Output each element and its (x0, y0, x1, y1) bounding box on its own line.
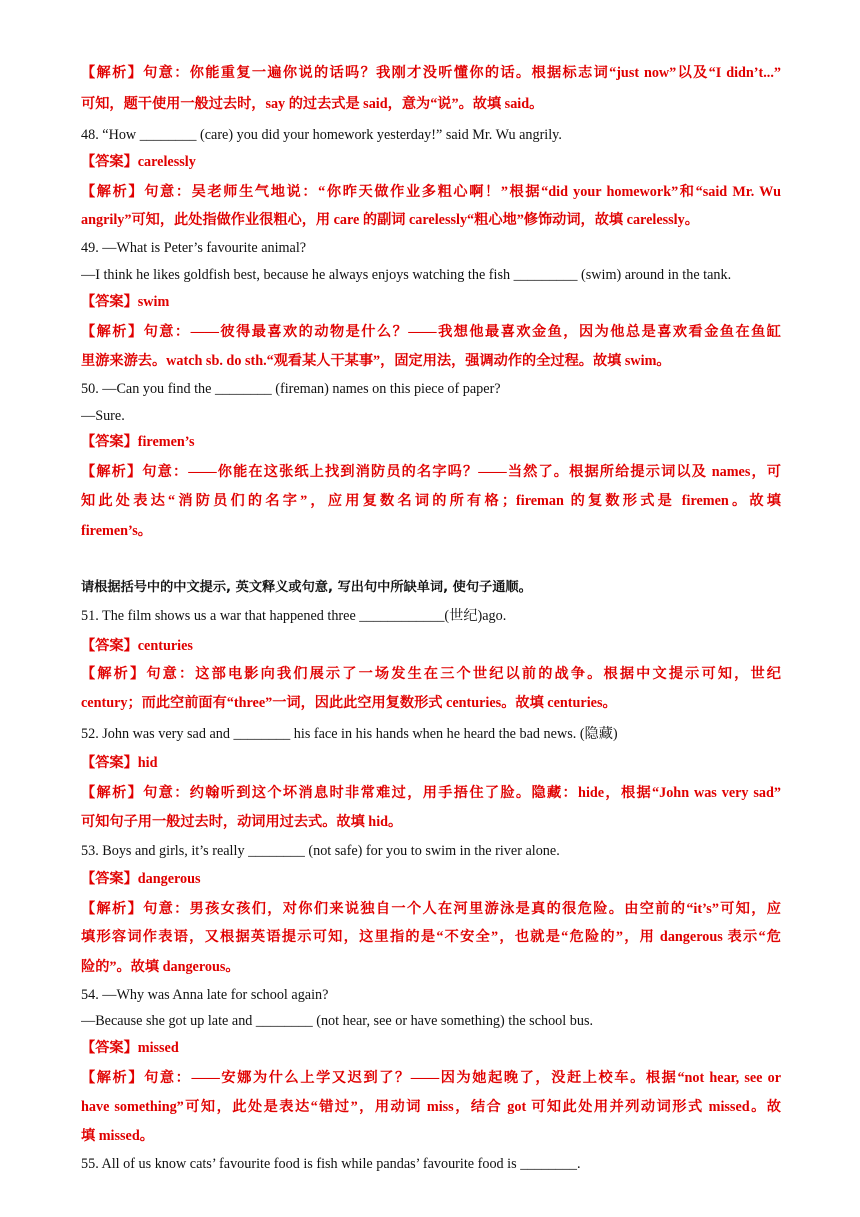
explanation-line: century；而此空前面有“three”一词，因此此空用复数形式 centuries。故填 centuries。 (81, 695, 617, 711)
explanation-line: 可知，题干使用一般过去时，say 的过去式是 said，意为“说”。故填 said。 (81, 96, 544, 112)
explanation-line: 里游来游去。watch sb. do sth.“观看某人干某事”，固定用法，强调动作的全过程。故填 swim。 (81, 353, 671, 369)
explanation-line: firemen’s。 (81, 523, 152, 539)
answer-line: 【答案】missed (81, 1040, 179, 1056)
explanation-line: 填 missed。 (81, 1128, 154, 1144)
explanation-line: 【解析】句意：——安娜为什么上学又迟到了？——因为她起晚了，没赶上校车。根据“not hear, see or (81, 1070, 781, 1086)
explanation-line: 【解析】句意：男孩女孩们，对你们来说独自一个人在河里游泳是真的很危险。由空前的“it’s”可知，应 (81, 901, 781, 917)
section-heading: 请根据括号中的中文提示, 英文释义或句意, 写出句中所缺单词, 使句子通顺。 (81, 580, 532, 595)
explanation-line: 填形容词作表语，又根据英语提示可知，这里指的是“不安全”，也就是“危险的”，用 dangerous 表示“危 (81, 929, 781, 945)
question-line: —I think he likes goldfish best, because he always enjoys watching the fish _________ (swim) around in the tank. (81, 267, 732, 283)
explanation-line: 【解析】句意：——你能在这张纸上找到消防员的名字吗？——当然了。根据所给提示词以及 names，可 (81, 464, 781, 480)
question-line: 48. “How ________ (care) you did your homework yesterday!” said Mr. Wu angrily. (81, 127, 562, 143)
question-line: 55. All of us know cats’ favourite food is fish while pandas’ favourite food is ________. (81, 1156, 581, 1172)
answer-line: 【答案】dangerous (81, 871, 201, 887)
explanation-line: 险的”。故填 dangerous。 (81, 959, 240, 975)
answer-line: 【答案】centuries (81, 638, 193, 654)
explanation-line: 【解析】句意：这部电影向我们展示了一场发生在三个世纪以前的战争。根据中文提示可知，世纪 (81, 666, 781, 682)
answer-line: 【答案】firemen’s (81, 434, 195, 450)
question-line: 54. —Why was Anna late for school again? (81, 987, 329, 1003)
answer-line: 【答案】carelessly (81, 154, 196, 170)
explanation-line: 【解析】句意：你能重复一遍你说的话吗？我刚才没听懂你的话。根据标志词“just now”以及“I didn’t...” (81, 65, 781, 81)
question-line: —Because she got up late and ________ (not hear, see or have something) the school bus. (81, 1013, 594, 1029)
question-line: 49. —What is Peter’s favourite animal? (81, 240, 307, 256)
question-line: —Sure. (81, 408, 125, 424)
explanation-line: 【解析】句意：——彼得最喜欢的动物是什么？——我想他最喜欢金鱼，因为他总是喜欢看金鱼在鱼缸 (81, 324, 781, 340)
explanation-line: 可知句子用一般过去时，动词用过去式。故填 hid。 (81, 814, 403, 830)
question-line: 53. Boys and girls, it’s really ________ (not safe) for you to swim in the river alone. (81, 843, 560, 859)
question-line: 51. The film shows us a war that happened three ____________(世纪)ago. (81, 608, 507, 624)
answer-line: 【答案】swim (81, 294, 170, 310)
question-line: 52. John was very sad and ________ his face in his hands when he heard the bad news. (隐藏) (81, 726, 618, 742)
explanation-line: angrily”可知，此处指做作业很粗心，用 care 的副词 carelessly“粗心地”修饰动词，故填 carelessly。 (81, 212, 699, 228)
explanation-line: have something”可知，此处是表达“错过”，用动词 miss，结合 got 可知此处用并列动词形式 missed。故 (81, 1099, 781, 1115)
explanation-line: 知此处表达“消防员们的名字”，应用复数名词的所有格；fireman 的复数形式是 firemen。故填 (81, 493, 781, 509)
question-line: 50. —Can you find the ________ (fireman) names on this piece of paper? (81, 381, 501, 397)
explanation-line: 【解析】句意：吴老师生气地说：“你昨天做作业多粗心啊！”根据“did your homework”和“said Mr. Wu (81, 184, 781, 200)
answer-line: 【答案】hid (81, 755, 158, 771)
explanation-line: 【解析】句意：约翰听到这个坏消息时非常难过，用手捂住了脸。隐藏：hide，根据“John was very sad” (81, 785, 781, 801)
